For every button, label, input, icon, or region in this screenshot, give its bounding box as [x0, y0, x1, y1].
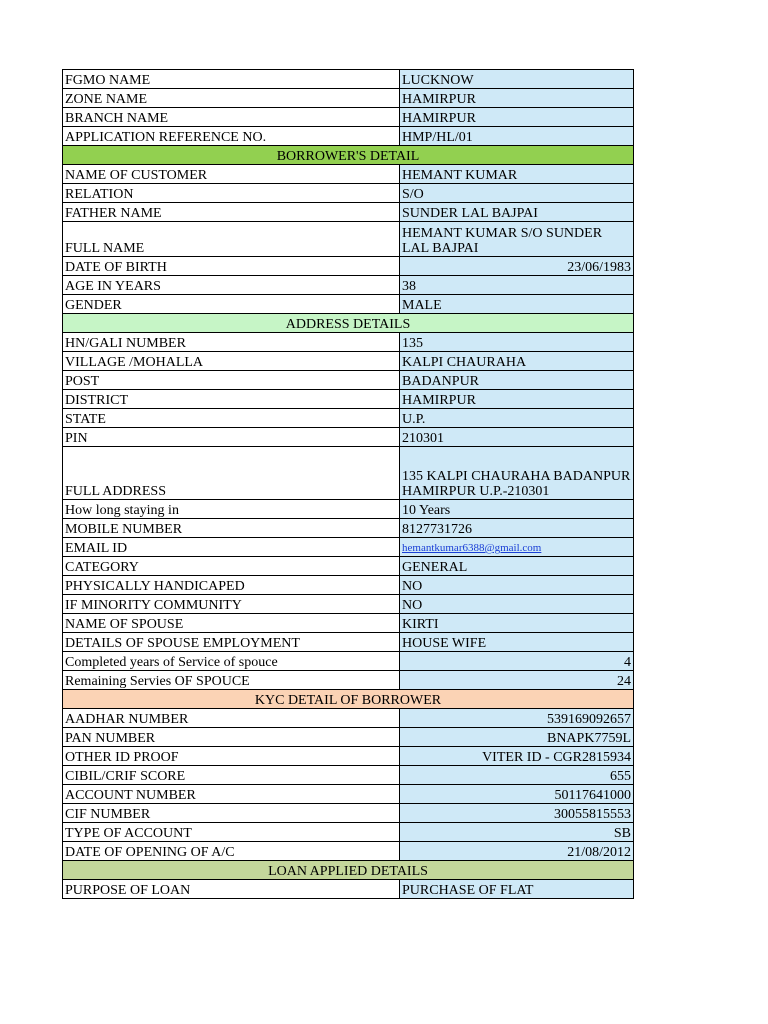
section-header-row [63, 146, 634, 165]
name-of-spouse-value[interactable]: KIRTI [400, 614, 634, 633]
other-id-proof-label: OTHER ID PROOF [63, 747, 400, 766]
table-row [63, 766, 634, 785]
account-type-value[interactable]: SB [400, 823, 634, 842]
staying-duration-value[interactable]: 10 Years [400, 500, 634, 519]
name-of-customer-label: NAME OF CUSTOMER [63, 165, 400, 184]
fgmo-name-value[interactable]: LUCKNOW [400, 70, 634, 89]
pin-value[interactable]: 210301 [400, 428, 634, 447]
table-row [63, 165, 634, 184]
table-row [63, 500, 634, 519]
table-row [63, 390, 634, 409]
loan-applied-heading: LOAN APPLIED DETAILS [63, 861, 634, 880]
staying-duration-label: How long staying in [63, 500, 400, 519]
full-name-value[interactable]: HEMANT KUMAR S/O SUNDER LAL BAJPAI [400, 222, 634, 257]
gender-value[interactable]: MALE [400, 295, 634, 314]
borrower-detail-heading: BORROWER'S DETAIL [63, 146, 634, 165]
spouse-service-remaining-value[interactable]: 24 [400, 671, 634, 690]
cif-number-value[interactable]: 30055815553 [400, 804, 634, 823]
table-row [63, 728, 634, 747]
table-row [63, 89, 634, 108]
account-number-value[interactable]: 50117641000 [400, 785, 634, 804]
application-reference-value[interactable]: HMP/HL/01 [400, 127, 634, 146]
branch-name-label: BRANCH NAME [63, 108, 400, 127]
table-row [63, 203, 634, 222]
pin-label: PIN [63, 428, 400, 447]
table-row [63, 276, 634, 295]
table-row [63, 595, 634, 614]
cibil-score-value[interactable]: 655 [400, 766, 634, 785]
table-row [63, 70, 634, 89]
zone-name-value[interactable]: HAMIRPUR [400, 89, 634, 108]
cibil-score-label: CIBIL/CRIF SCORE [63, 766, 400, 785]
village-mohalla-label: VILLAGE /MOHALLA [63, 352, 400, 371]
age-label: AGE IN YEARS [63, 276, 400, 295]
hn-gali-number-label: HN/GALI NUMBER [63, 333, 400, 352]
relation-value[interactable]: S/O [400, 184, 634, 203]
table-row [63, 842, 634, 861]
table-row [63, 652, 634, 671]
table-row [63, 409, 634, 428]
purpose-of-loan-value[interactable]: PURCHASE OF FLAT [400, 880, 634, 899]
gender-label: GENDER [63, 295, 400, 314]
full-address-label: FULL ADDRESS [63, 447, 400, 500]
account-opening-date-label: DATE OF OPENING OF A/C [63, 842, 400, 861]
state-value[interactable]: U.P. [400, 409, 634, 428]
table-row [63, 747, 634, 766]
table-row [63, 557, 634, 576]
name-of-spouse-label: NAME OF SPOUSE [63, 614, 400, 633]
minority-community-label: IF MINORITY COMMUNITY [63, 595, 400, 614]
age-value[interactable]: 38 [400, 276, 634, 295]
loan-application-sheet [62, 69, 634, 899]
district-value[interactable]: HAMIRPUR [400, 390, 634, 409]
minority-community-value[interactable]: NO [400, 595, 634, 614]
state-label: STATE [63, 409, 400, 428]
table-row [63, 576, 634, 595]
table-row [63, 823, 634, 842]
category-label: CATEGORY [63, 557, 400, 576]
section-header-row [63, 861, 634, 880]
branch-name-value[interactable]: HAMIRPUR [400, 108, 634, 127]
spouse-employment-value[interactable]: HOUSE WIFE [400, 633, 634, 652]
category-value[interactable]: GENERAL [400, 557, 634, 576]
spouse-service-completed-value[interactable]: 4 [400, 652, 634, 671]
spouse-employment-label: DETAILS OF SPOUSE EMPLOYMENT [63, 633, 400, 652]
email-id-label: EMAIL ID [63, 538, 400, 557]
table-row [63, 257, 634, 276]
aadhar-number-label: AADHAR NUMBER [63, 709, 400, 728]
table-row [63, 671, 634, 690]
purpose-of-loan-label: PURPOSE OF LOAN [63, 880, 400, 899]
hn-gali-number-value[interactable]: 135 [400, 333, 634, 352]
table-row [63, 184, 634, 203]
address-details-heading: ADDRESS DETAILS [63, 314, 634, 333]
full-name-label: FULL NAME [63, 222, 400, 257]
name-of-customer-value[interactable]: HEMANT KUMAR [400, 165, 634, 184]
post-label: POST [63, 371, 400, 390]
mobile-number-value[interactable]: 8127731726 [400, 519, 634, 538]
physically-handicaped-value[interactable]: NO [400, 576, 634, 595]
table-row [63, 127, 634, 146]
pan-number-value[interactable]: BNAPK7759L [400, 728, 634, 747]
district-label: DISTRICT [63, 390, 400, 409]
table-row [63, 222, 634, 257]
father-name-value[interactable]: SUNDER LAL BAJPAI [400, 203, 634, 222]
account-opening-date-value[interactable]: 21/08/2012 [400, 842, 634, 861]
email-link[interactable]: hemantkumar6388@gmail.com [402, 542, 542, 554]
village-mohalla-value[interactable]: KALPI CHAURAHA [400, 352, 634, 371]
date-of-birth-label: DATE OF BIRTH [63, 257, 400, 276]
mobile-number-label: MOBILE NUMBER [63, 519, 400, 538]
full-address-value[interactable]: 135 KALPI CHAURAHA BADANPUR HAMIRPUR U.P.-210301 [400, 447, 634, 500]
table-row [63, 614, 634, 633]
table-row [63, 108, 634, 127]
kyc-detail-heading: KYC DETAIL OF BORROWER [63, 690, 634, 709]
section-header-row [63, 690, 634, 709]
table-row [63, 295, 634, 314]
table-row [63, 538, 634, 557]
table-row [63, 633, 634, 652]
table-row [63, 447, 634, 500]
spouse-service-remaining-label: Remaining Servies OF SPOUCE [63, 671, 400, 690]
table-row [63, 709, 634, 728]
cif-number-label: CIF NUMBER [63, 804, 400, 823]
table-row [63, 880, 634, 899]
table-row [63, 519, 634, 538]
post-value[interactable]: BADANPUR [400, 371, 634, 390]
table-row [63, 428, 634, 447]
table-row [63, 371, 634, 390]
father-name-label: FATHER NAME [63, 203, 400, 222]
fgmo-name-label: FGMO NAME [63, 70, 400, 89]
table-row [63, 804, 634, 823]
table-row [63, 785, 634, 804]
account-number-label: ACCOUNT NUMBER [63, 785, 400, 804]
table-row [63, 352, 634, 371]
table-row [63, 333, 634, 352]
physically-handicaped-label: PHYSICALLY HANDICAPED [63, 576, 400, 595]
section-header-row [63, 314, 634, 333]
pan-number-label: PAN NUMBER [63, 728, 400, 747]
other-id-proof-value[interactable]: VITER ID - CGR2815934 [400, 747, 634, 766]
email-id-cell [400, 538, 634, 557]
zone-name-label: ZONE NAME [63, 89, 400, 108]
application-reference-label: APPLICATION REFERENCE NO. [63, 127, 400, 146]
spouse-service-completed-label: Completed years of Service of spouce [63, 652, 400, 671]
date-of-birth-value[interactable]: 23/06/1983 [400, 257, 634, 276]
relation-label: RELATION [63, 184, 400, 203]
aadhar-number-value[interactable]: 539169092657 [400, 709, 634, 728]
account-type-label: TYPE OF ACCOUNT [63, 823, 400, 842]
